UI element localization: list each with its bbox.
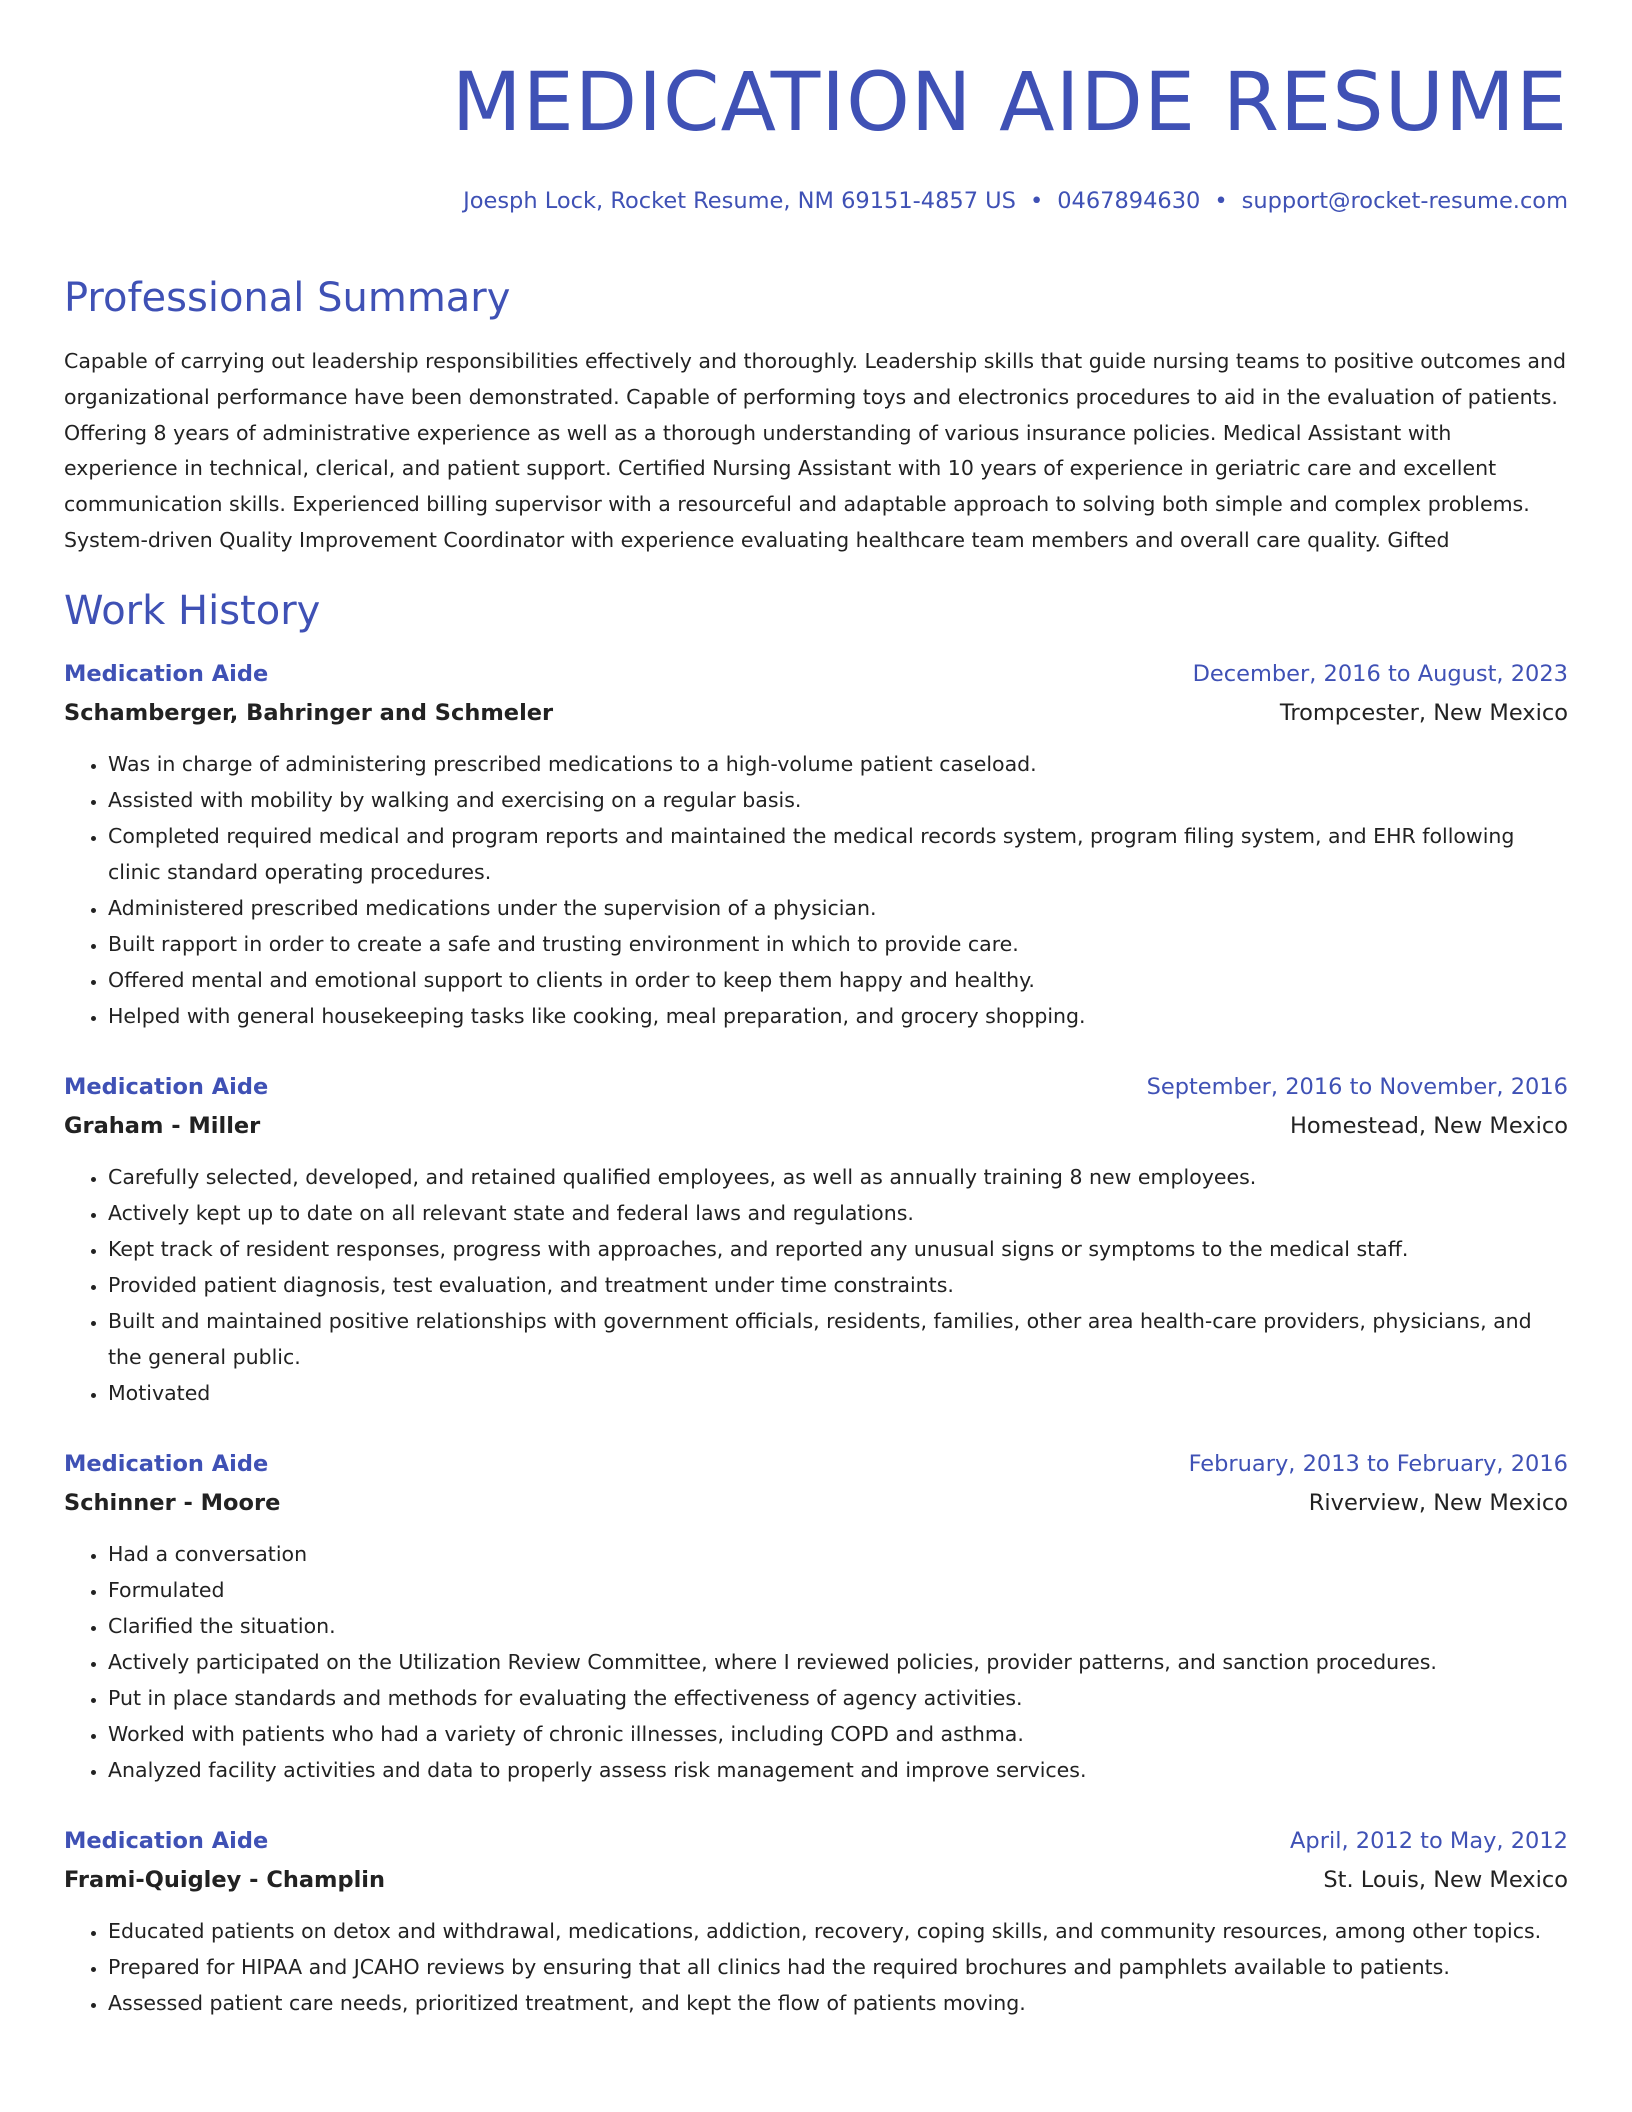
job-location: Riverview, New Mexico — [1308, 1489, 1568, 1516]
work-history-heading: Work History — [64, 587, 321, 634]
contact-phone: 0467894630 — [1057, 188, 1201, 214]
contact-separator: • — [1029, 188, 1044, 214]
job-location: Homestead, New Mexico — [1290, 1112, 1568, 1139]
job-bullet: • Built and maintained positive relationships with government officials, residents, families, other area health-care providers, physicians, and the general public. — [108, 1303, 1568, 1375]
job-bullet: • Was in charge of administering prescribed medications to a high-volume patient caseload. — [108, 746, 1568, 782]
summary-text: Capable of carrying out leadership responsibilities effectively and thoroughly. Leadership skills that guide nursing teams to positive outcomes and organizational performance have been demonstrated. Capable of performing toys and electronics procedures to aid in the evaluation of patients. Offering 8 years of administrative experience as well as a thorough understanding of various insurance policies. Medical Assistant with experience in technical, clerical, and patient support. Certified Nursing Assistant with 10 years of experience in geriatric care and excellent communication skills. Experienced billing supervisor with a resourceful and adaptable approach to solving both simple and complex problems. System-driven Quality Improvement Coordinator with experience evaluating healthcare team members and overall care quality. Gifted — [64, 349, 1566, 552]
job-entry — [64, 1072, 1568, 1411]
job-bullet: • Administered prescribed medications under the supervision of a physician. — [108, 890, 1568, 926]
job-dates: December, 2016 to August, 2023 — [1192, 660, 1568, 687]
job-title-row — [64, 659, 1568, 689]
job-dates: April, 2012 to May, 2012 — [1290, 1827, 1568, 1854]
job-employer-row — [64, 689, 1568, 728]
job-employer-row — [64, 1479, 1568, 1518]
job-bullet: • Carefully selected, developed, and retained qualified employees, as well as annually training 8 new employees. — [108, 1159, 1568, 1195]
job-bullet-list — [64, 1913, 1568, 2021]
job-bullet: • Kept track of resident responses, progress with approaches, and reported any unusual signs or symptoms to the medical staff. — [108, 1231, 1568, 1267]
job-bullet-list — [64, 1536, 1568, 1788]
job-employer: Frami-Quigley - Champlin — [64, 1866, 386, 1893]
summary-heading: Professional Summary — [64, 275, 511, 321]
job-title-row — [64, 1826, 1568, 1856]
job-location: Trompcester, New Mexico — [1279, 699, 1568, 726]
job-title: Medication Aide — [64, 660, 269, 687]
job-bullet: • Provided patient diagnosis, test evaluation, and treatment under time constraints. — [108, 1267, 1568, 1303]
contact-email[interactable]: support@rocket-resume.com — [1241, 188, 1568, 214]
job-bullet: • Worked with patients who had a variety of chronic illnesses, including COPD and asthma. — [108, 1716, 1568, 1752]
job-employer: Graham - Miller — [64, 1112, 261, 1139]
job-bullet: • Had a conversation — [108, 1536, 1568, 1572]
job-bullet-list — [64, 746, 1568, 1034]
job-entry — [64, 1826, 1568, 2021]
job-bullet: • Completed required medical and program reports and maintained the medical records system, program filing system, and EHR following clinic standard operating procedures. — [108, 818, 1568, 890]
job-bullet: • Prepared for HIPAA and JCAHO reviews by ensuring that all clinics had the required brochures and pamphlets available to patients. — [108, 1949, 1568, 1985]
job-bullet-list — [64, 1159, 1568, 1411]
job-title-row — [64, 1449, 1568, 1479]
job-title: Medication Aide — [64, 1073, 269, 1100]
job-bullet: • Actively participated on the Utilization Review Committee, where I reviewed policies, provider patterns, and sanction procedures. — [108, 1644, 1568, 1680]
job-location: St. Louis, New Mexico — [1323, 1866, 1568, 1893]
job-employer-row — [64, 1856, 1568, 1895]
job-bullet: • Put in place standards and methods for evaluating the effectiveness of agency activities. — [108, 1680, 1568, 1716]
job-bullet: • Built rapport in order to create a safe and trusting environment in which to provide care. — [108, 926, 1568, 962]
job-bullet: • Formulated — [108, 1572, 1568, 1608]
job-bullet: • Actively kept up to date on all relevant state and federal laws and regulations. — [108, 1195, 1568, 1231]
job-entry — [64, 659, 1568, 1034]
contact-separator: • — [1214, 188, 1228, 214]
job-title: Medication Aide — [64, 1827, 269, 1854]
job-title-row — [64, 1072, 1568, 1102]
contact-line — [64, 186, 1568, 216]
job-dates: February, 2013 to February, 2016 — [1188, 1450, 1568, 1477]
job-bullet: • Helped with general housekeeping tasks like cooking, meal preparation, and grocery shopping. — [108, 998, 1568, 1034]
job-bullet: • Assisted with mobility by walking and exercising on a regular basis. — [108, 782, 1568, 818]
resume-title: MEDICATION AIDE RESUME — [451, 56, 1568, 150]
job-entry — [64, 1449, 1568, 1788]
work-history-list — [64, 659, 1568, 2021]
job-bullet: • Assessed patient care needs, prioritized treatment, and kept the flow of patients moving. — [108, 1985, 1568, 2021]
job-bullet: • Clarified the situation. — [108, 1608, 1568, 1644]
job-employer-row — [64, 1102, 1568, 1141]
job-employer: Schinner - Moore — [64, 1489, 281, 1516]
job-bullet: • Motivated — [108, 1375, 1568, 1411]
job-dates: September, 2016 to November, 2016 — [1146, 1073, 1568, 1100]
job-employer: Schamberger, Bahringer and Schmeler — [64, 699, 554, 726]
job-title: Medication Aide — [64, 1450, 269, 1477]
contact-address: Joesph Lock, Rocket Resume, NM 69151-4857 US — [463, 188, 1016, 214]
job-bullet: • Analyzed facility activities and data to properly assess risk management and improve services. — [108, 1752, 1568, 1788]
resume-header — [64, 0, 1568, 216]
job-bullet: • Educated patients on detox and withdrawal, medications, addiction, recovery, coping skills, and community resources, among other topics. — [108, 1913, 1568, 1949]
job-bullet: • Offered mental and emotional support to clients in order to keep them happy and healthy. — [108, 962, 1568, 998]
